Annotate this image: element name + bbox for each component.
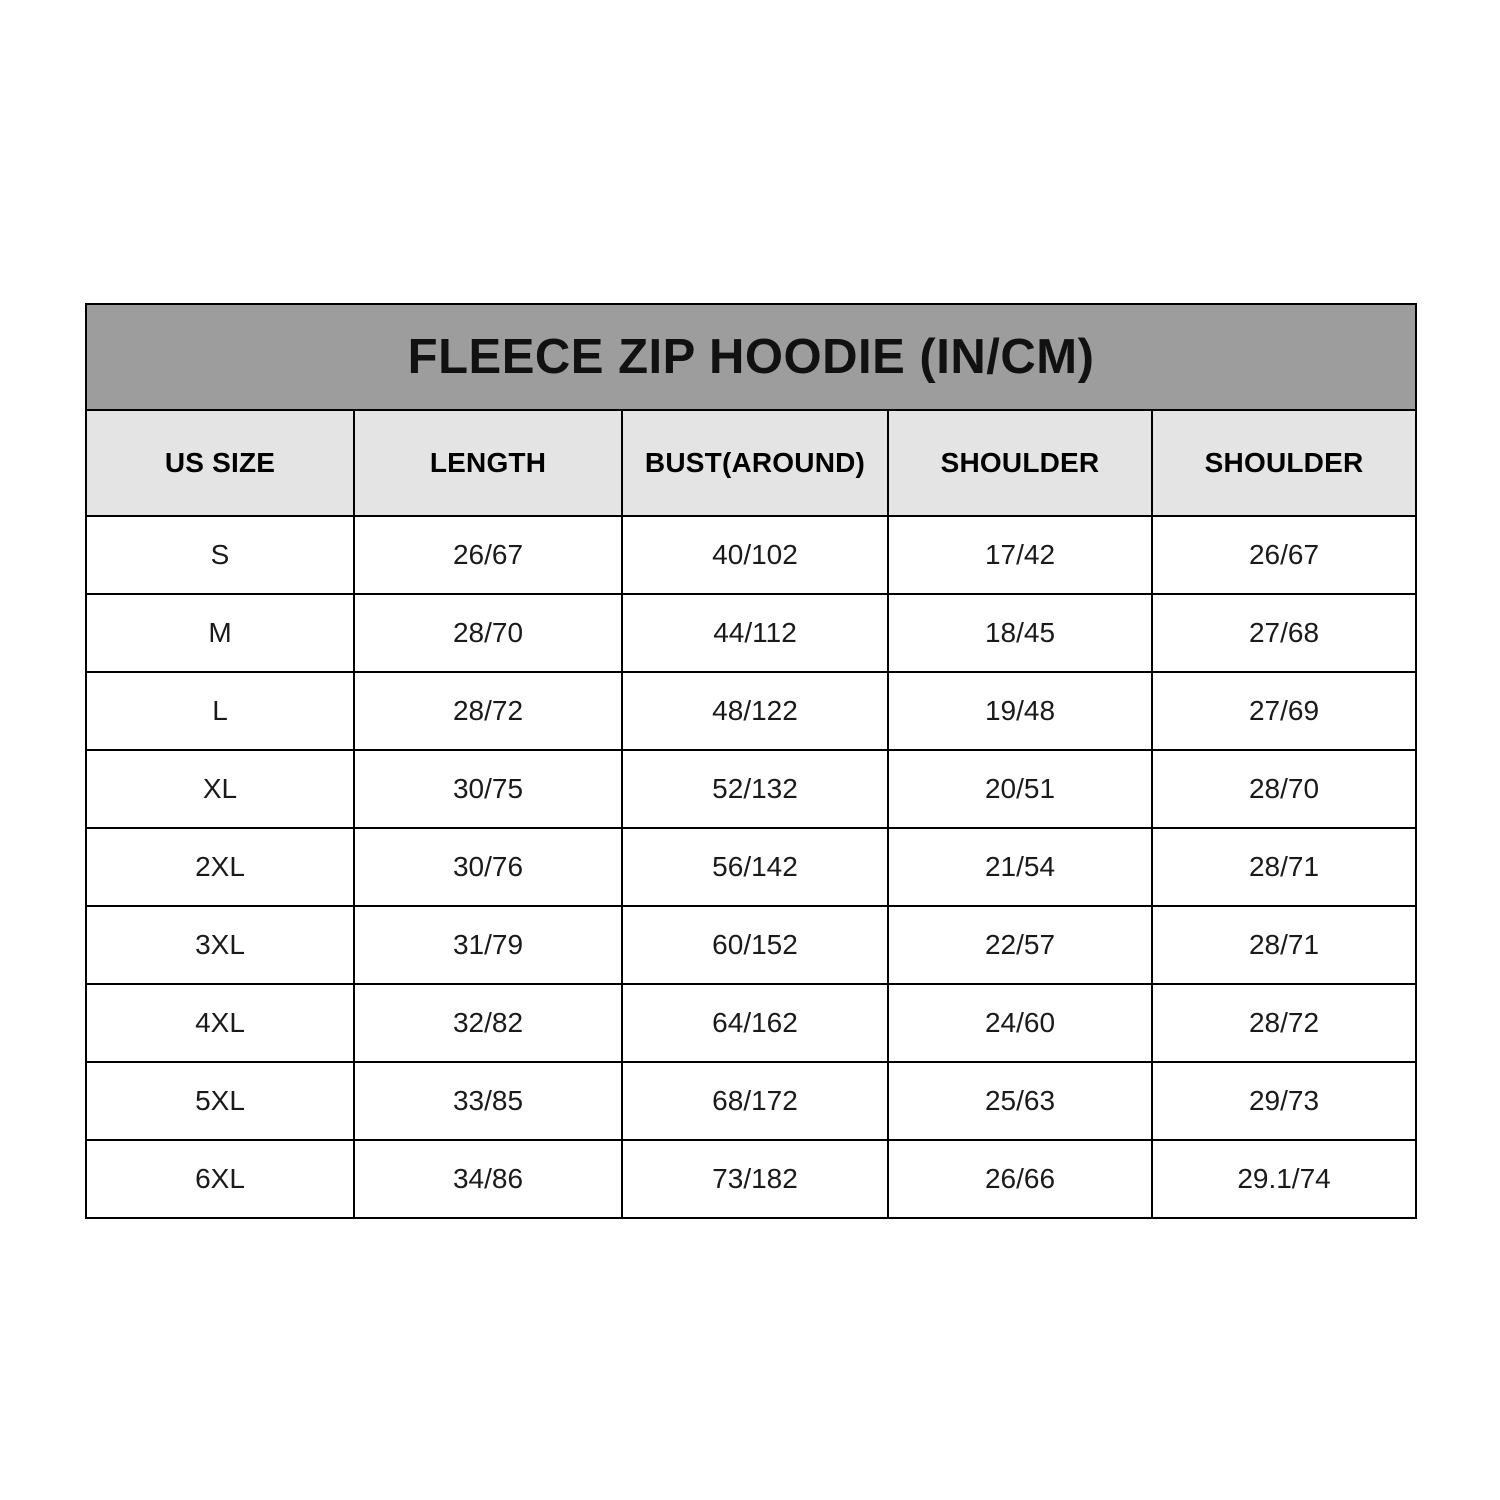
table-row (86, 906, 1416, 984)
cell-size: M (86, 594, 354, 672)
cell-shoulder-1: 20/51 (888, 750, 1152, 828)
table-row (86, 750, 1416, 828)
table-title-head (86, 304, 1416, 410)
cell-size: 2XL (86, 828, 354, 906)
cell-length: 32/82 (354, 984, 622, 1062)
column-header-length: LENGTH (354, 410, 622, 516)
cell-bust: 44/112 (622, 594, 888, 672)
table-body (86, 516, 1416, 1218)
cell-bust: 52/132 (622, 750, 888, 828)
table-row (86, 1062, 1416, 1140)
cell-bust: 56/142 (622, 828, 888, 906)
cell-length: 30/76 (354, 828, 622, 906)
column-header-us-size: US SIZE (86, 410, 354, 516)
cell-size: 4XL (86, 984, 354, 1062)
table-row (86, 828, 1416, 906)
cell-size: L (86, 672, 354, 750)
cell-shoulder-2: 29.1/74 (1152, 1140, 1416, 1218)
size-chart-table (85, 303, 1417, 1219)
chart-title: FLEECE ZIP HOODIE (IN/CM) (86, 304, 1416, 410)
column-header-shoulder-1: SHOULDER (888, 410, 1152, 516)
cell-shoulder-1: 19/48 (888, 672, 1152, 750)
cell-bust: 60/152 (622, 906, 888, 984)
size-chart-container (85, 303, 1415, 1219)
cell-shoulder-1: 26/66 (888, 1140, 1152, 1218)
cell-bust: 64/162 (622, 984, 888, 1062)
table-row (86, 516, 1416, 594)
cell-length: 33/85 (354, 1062, 622, 1140)
cell-shoulder-1: 22/57 (888, 906, 1152, 984)
cell-bust: 68/172 (622, 1062, 888, 1140)
cell-size: 3XL (86, 906, 354, 984)
table-row (86, 1140, 1416, 1218)
table-row (86, 984, 1416, 1062)
cell-shoulder-1: 21/54 (888, 828, 1152, 906)
cell-shoulder-1: 17/42 (888, 516, 1152, 594)
cell-shoulder-1: 25/63 (888, 1062, 1152, 1140)
cell-length: 30/75 (354, 750, 622, 828)
cell-shoulder-2: 27/69 (1152, 672, 1416, 750)
cell-shoulder-2: 26/67 (1152, 516, 1416, 594)
table-row (86, 594, 1416, 672)
cell-size: 5XL (86, 1062, 354, 1140)
cell-size: XL (86, 750, 354, 828)
column-header-shoulder-2: SHOULDER (1152, 410, 1416, 516)
table-row (86, 672, 1416, 750)
cell-length: 28/72 (354, 672, 622, 750)
cell-bust: 73/182 (622, 1140, 888, 1218)
cell-shoulder-2: 29/73 (1152, 1062, 1416, 1140)
cell-size: S (86, 516, 354, 594)
table-column-head (86, 410, 1416, 516)
cell-length: 28/70 (354, 594, 622, 672)
cell-bust: 40/102 (622, 516, 888, 594)
cell-shoulder-2: 27/68 (1152, 594, 1416, 672)
column-header-bust: BUST(AROUND) (622, 410, 888, 516)
cell-shoulder-1: 24/60 (888, 984, 1152, 1062)
cell-bust: 48/122 (622, 672, 888, 750)
cell-length: 34/86 (354, 1140, 622, 1218)
cell-shoulder-2: 28/71 (1152, 906, 1416, 984)
cell-shoulder-2: 28/71 (1152, 828, 1416, 906)
header-row (86, 410, 1416, 516)
cell-size: 6XL (86, 1140, 354, 1218)
cell-shoulder-1: 18/45 (888, 594, 1152, 672)
cell-length: 26/67 (354, 516, 622, 594)
cell-shoulder-2: 28/70 (1152, 750, 1416, 828)
title-row (86, 304, 1416, 410)
cell-length: 31/79 (354, 906, 622, 984)
cell-shoulder-2: 28/72 (1152, 984, 1416, 1062)
